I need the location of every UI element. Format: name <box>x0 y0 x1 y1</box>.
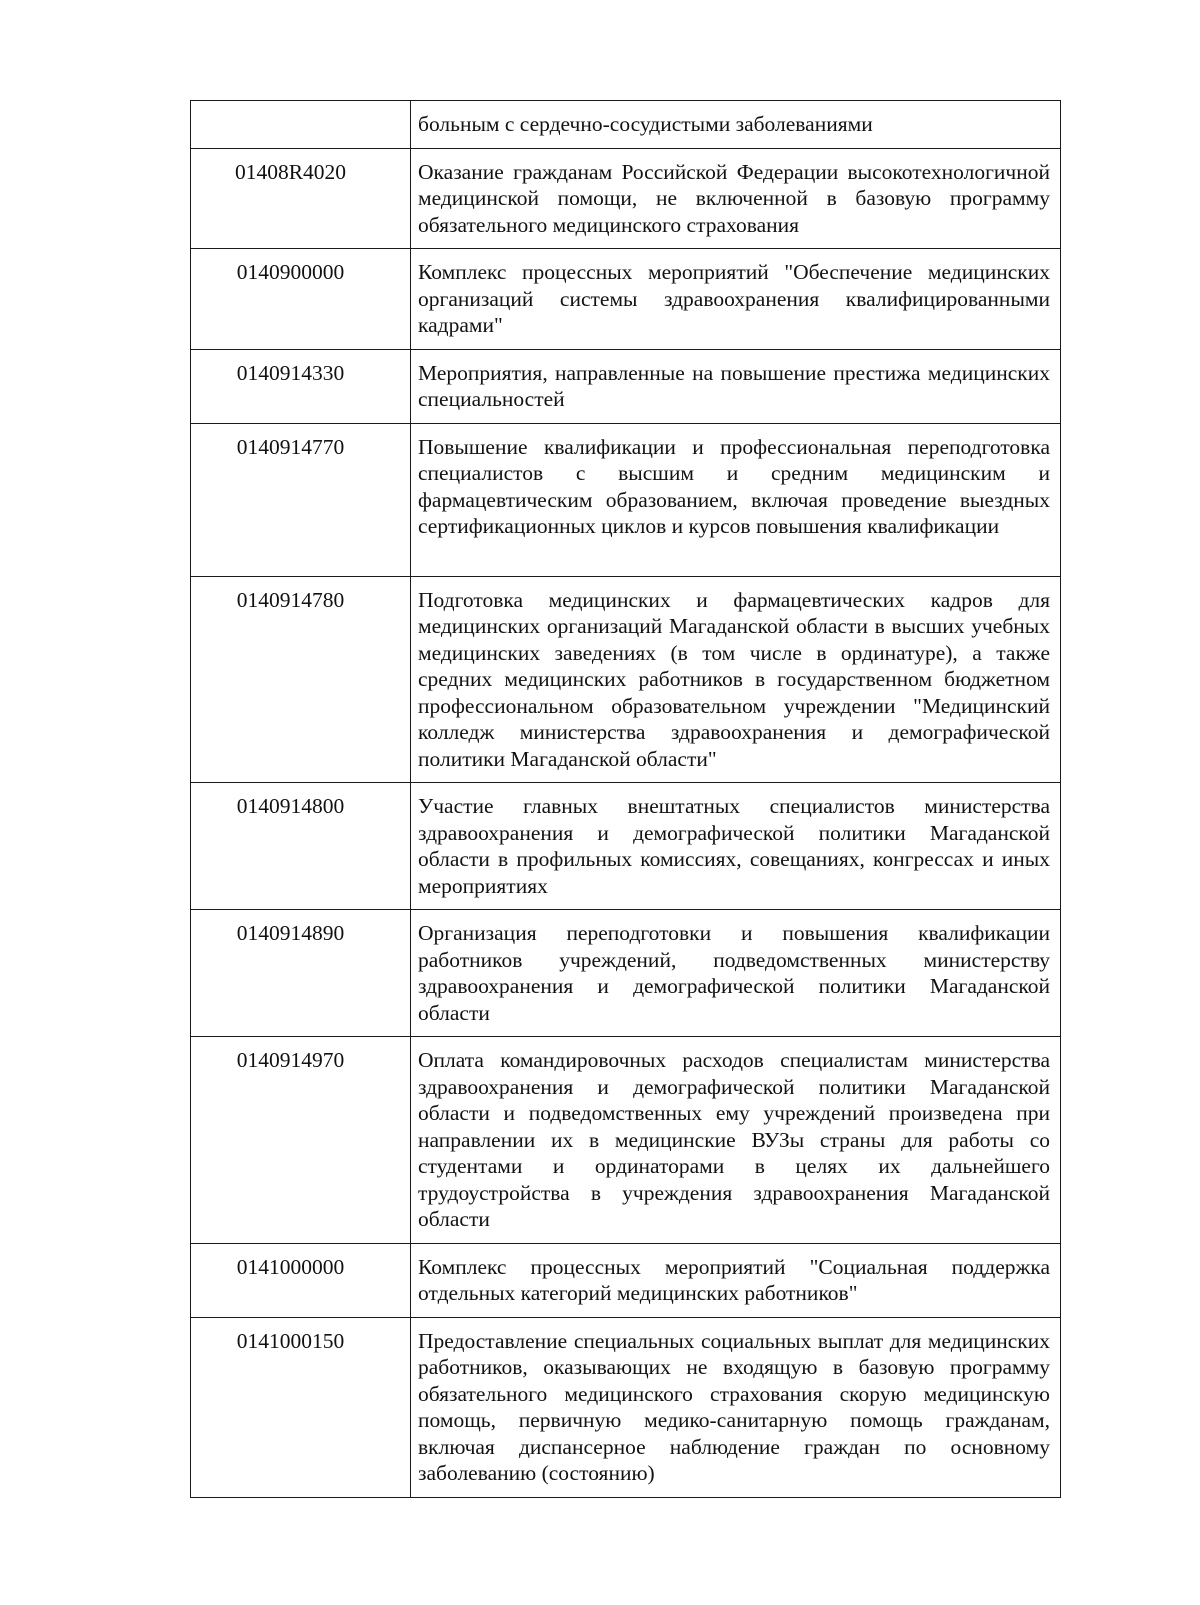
code-cell: 0140900000 <box>191 249 411 350</box>
table-row <box>191 1037 1061 1244</box>
code-cell: 0140914330 <box>191 349 411 423</box>
code-cell <box>191 101 411 149</box>
table-row <box>191 1317 1061 1497</box>
description-cell: больным с сердечно-сосудистыми заболеваниями <box>411 101 1061 149</box>
description-cell: Комплекс процессных мероприятий "Обеспечение медицинских организаций системы здравоохранения квалифицированными кадрами" <box>411 249 1061 350</box>
description-cell: Оказание гражданам Российской Федерации высокотехнологичной медицинской помощи, не включенной в базовую программу обязательного медицинского страхования <box>411 148 1061 249</box>
description-cell: Повышение квалификации и профессиональная переподготовка специалистов с высшим и средним медицинским и фармацевтическим образованием, включая проведение выездных сертификационных циклов и курсов повышения квалификации <box>411 423 1061 576</box>
table-row <box>191 349 1061 423</box>
table-row <box>191 576 1061 783</box>
table-row <box>191 783 1061 910</box>
description-cell: Предоставление специальных социальных выплат для медицинских работников, оказывающих не входящую в базовую программу обязательного медицинского страхования скорую медицинскую помощь, первичную медико-санитарную помощь гражданам, включая диспансерное наблюдение граждан по основному заболеванию (состоянию) <box>411 1317 1061 1497</box>
table-row <box>191 148 1061 249</box>
table-row <box>191 910 1061 1037</box>
code-cell: 0140914770 <box>191 423 411 576</box>
description-cell: Комплекс процессных мероприятий "Социальная поддержка отдельных категорий медицинских работников" <box>411 1243 1061 1317</box>
table-row <box>191 101 1061 149</box>
code-cell: 0141000000 <box>191 1243 411 1317</box>
description-cell: Организация переподготовки и повышения квалификации работников учреждений, подведомственных министерству здравоохранения и демографической политики Магаданской области <box>411 910 1061 1037</box>
code-cell: 0141000150 <box>191 1317 411 1497</box>
code-cell: 01408R4020 <box>191 148 411 249</box>
code-cell: 0140914800 <box>191 783 411 910</box>
table-row <box>191 423 1061 576</box>
description-cell: Оплата командировочных расходов специалистам министерства здравоохранения и демографической политики Магаданской области и подведомственных ему учреждений произведена при направлении их в медицинские ВУЗы страны для работы со студентами и ординаторами в целях их дальнейшего трудоустройства в учреждения здравоохранения Магаданской области <box>411 1037 1061 1244</box>
code-cell: 0140914970 <box>191 1037 411 1244</box>
description-cell: Подготовка медицинских и фармацевтических кадров для медицинских организаций Магаданской области в высших учебных медицинских заведениях (в том числе в ординатуре), а также средних медицинских работников в государственном бюджетном профессиональном образовательном учреждении "Медицинский колледж министерства здравоохранения и демографической политики Магаданской области" <box>411 576 1061 783</box>
code-cell: 0140914780 <box>191 576 411 783</box>
code-cell: 0140914890 <box>191 910 411 1037</box>
table-row <box>191 1243 1061 1317</box>
table-row <box>191 249 1061 350</box>
description-cell: Участие главных внештатных специалистов министерства здравоохранения и демографической политики Магаданской области в профильных комиссиях, совещаниях, конгрессах и иных мероприятиях <box>411 783 1061 910</box>
description-cell: Мероприятия, направленные на повышение престижа медицинских специальностей <box>411 349 1061 423</box>
budget-classification-table <box>190 100 1061 1498</box>
